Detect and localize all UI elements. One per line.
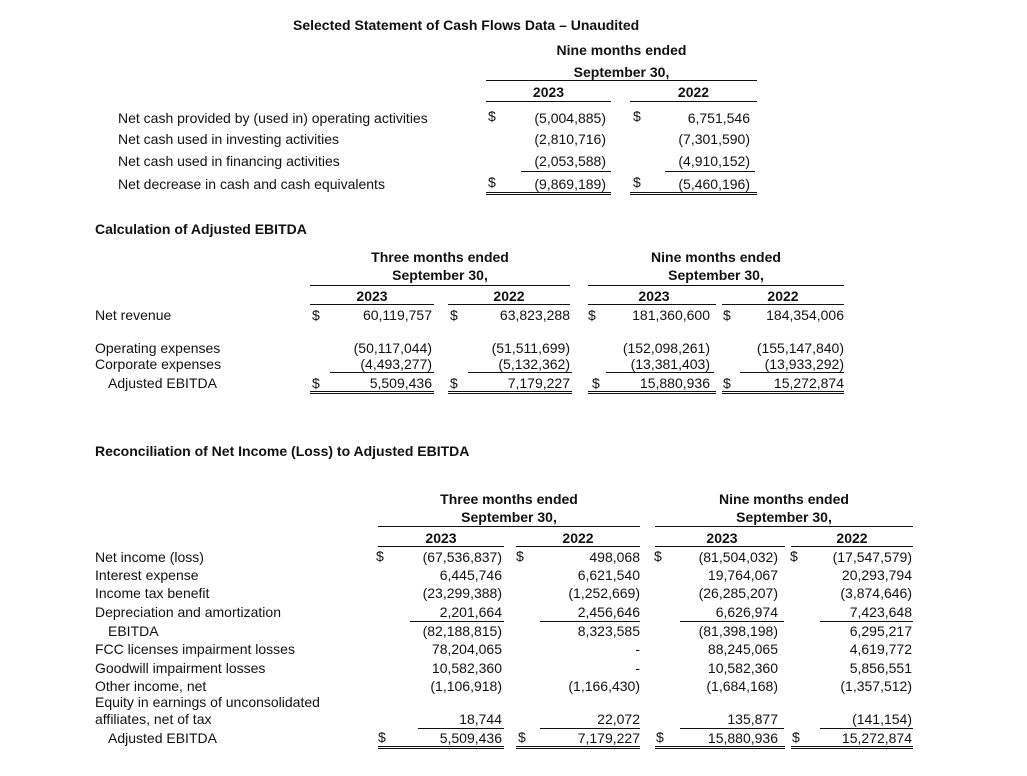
rec-row-label: Equity in earnings of unconsolidated [95,694,320,710]
rec-subtotal-rule [418,728,504,729]
calc-year: 2022 [493,288,525,304]
rec-year: 2023 [425,530,457,546]
cf-period-line1: Nine months ended [556,42,687,58]
rec-total-rule [516,746,640,749]
cf-row-label: Net cash used in financing activities [118,153,340,169]
rec-total-rule [378,746,504,749]
cf-year-rule-a [486,101,611,102]
calc-total-rule [448,391,572,394]
rec-value: (1,357,512) [840,678,912,694]
dollar-sign: $ [488,174,496,190]
rec-year: 2022 [562,530,594,546]
rec-year: 2022 [836,530,868,546]
rec-value: 6,295,217 [849,623,912,639]
calc-value: 15,880,936 [639,375,710,391]
rec-total-rule [655,746,785,749]
rec-value: (141,154) [852,711,912,727]
rec-value: - [635,660,640,676]
rec-row-label: Income tax benefit [95,585,210,601]
rec-value: - [635,641,640,657]
cf-total-rule-a [486,192,611,195]
calc-value: 7,179,227 [507,375,570,391]
rec-value: 10,582,360 [431,660,502,676]
cash-flows-title: Selected Statement of Cash Flows Data – Unaudited [293,17,640,33]
rec-value: 135,877 [727,711,778,727]
rec-subtotal-rule [680,621,784,622]
dollar-sign: $ [450,307,458,323]
rec-nine-rule [655,526,913,527]
rec-value: 8,323,585 [577,623,640,639]
rec-value: 88,245,065 [707,641,778,657]
ebitda-calc-title: Calculation of Adjusted EBITDA [95,221,307,237]
calc-subtotal-rule [606,372,714,373]
dollar-sign: $ [312,307,320,323]
dollar-sign: $ [654,548,662,564]
cf-subtotal-rule-b [665,171,755,172]
calc-value: (50,117,044) [353,340,432,356]
rec-row-label: Other income, net [95,678,207,694]
rec-value: 6,626,974 [715,604,778,620]
calc-value: (152,098,261) [622,340,710,356]
calc-year: 2023 [638,288,670,304]
cf-year-2023: 2023 [532,84,565,100]
calc-year-rule [310,304,434,305]
dollar-sign: $ [378,729,386,745]
dollar-sign: $ [656,729,664,745]
calc-value: (13,381,403) [630,356,710,372]
rec-value: 7,179,227 [577,730,640,746]
dollar-sign: $ [376,548,384,564]
cf-value-2022: (4,910,152) [678,153,750,169]
calc-year-rule [588,304,716,305]
calc-value: (51,511,699) [491,340,570,356]
dollar-sign: $ [488,108,496,124]
cf-header-rule [486,80,757,81]
cf-row-label: Net cash provided by (used in) operating activities [118,110,428,126]
rec-row-label: Interest expense [95,567,199,583]
rec-three-rule [378,526,640,527]
rec-subtotal-rule [820,621,913,622]
calc-subtotal-rule [740,372,844,373]
calc-value: (4,493,277) [360,356,432,372]
rec-value: 6,621,540 [577,567,640,583]
dollar-sign: $ [633,108,641,124]
rec-row-label: Depreciation and amortization [95,604,281,620]
rec-subtotal-rule [540,621,640,622]
rec-year-rule [378,546,504,547]
cf-row-label: Net decrease in cash and cash equivalents [118,176,385,192]
dollar-sign: $ [516,548,524,564]
calc-value: 60,119,757 [362,307,432,323]
rec-value: 7,423,648 [849,604,912,620]
rec-value: (26,285,207) [698,585,778,601]
rec-value: (1,684,168) [706,678,778,694]
dollar-sign: $ [588,307,596,323]
rec-value: 22,072 [597,711,640,727]
cf-value-2022: 6,751,546 [687,110,750,126]
rec-value: 20,293,794 [841,567,912,583]
dollar-sign: $ [518,729,526,745]
dollar-sign: $ [592,375,600,391]
cf-year-rule-b [630,101,757,102]
rec-subtotal-rule [820,728,913,729]
rec-value: 2,456,646 [577,604,640,620]
calc-subtotal-rule [468,372,572,373]
cf-period-line2: September 30, [573,64,670,80]
cf-value-2022: (5,460,196) [678,176,750,192]
calc-nine-line1: Nine months ended [651,249,781,265]
calc-value: 15,272,874 [773,375,844,391]
rec-subtotal-rule [540,728,640,729]
cf-row-label: Net cash used in investing activities [118,131,339,147]
rec-subtotal-rule [410,621,504,622]
cf-value-2023: (2,810,716) [534,131,606,147]
dollar-sign: $ [790,548,798,564]
calc-row-label: Corporate expenses [95,356,222,372]
rec-total-rule [791,746,913,749]
calc-year-rule [722,304,844,305]
rec-value: (17,547,579) [832,549,912,565]
rec-value: (82,188,815) [422,623,502,639]
cf-value-2023: (2,053,588) [534,153,606,169]
cf-value-2023: (5,004,885) [534,110,606,126]
rec-value: (3,874,646) [840,585,912,601]
calc-value: (155,147,840) [756,340,844,356]
rec-value: 2,201,664 [439,604,502,620]
rec-year-rule [516,546,640,547]
rec-value: (1,252,669) [568,585,640,601]
rec-row-label: Goodwill impairment losses [95,660,266,676]
rec-value: 498,068 [589,549,640,565]
rec-value: 6,445,746 [439,567,502,583]
rec-row-label-continued: affiliates, net of tax [95,711,212,727]
rec-row-label: EBITDA [108,623,159,639]
cf-year-2022: 2022 [677,84,710,100]
calc-three-line1: Three months ended [371,249,509,265]
dollar-sign: $ [633,174,641,190]
dollar-sign: $ [450,375,458,391]
calc-subtotal-rule [330,372,434,373]
reconciliation-title: Reconciliation of Net Income (Loss) to Adjusted EBITDA [95,443,470,459]
calc-value: 184,354,006 [766,307,844,323]
cf-value-2022: (7,301,590) [678,131,750,147]
rec-year-rule [655,546,785,547]
calc-total-rule [588,391,716,394]
calc-total-rule [310,391,434,394]
cf-subtotal-rule-a [521,171,611,172]
calc-row-label: Adjusted EBITDA [108,375,217,391]
dollar-sign: $ [312,375,320,391]
rec-value: 4,619,772 [849,641,912,657]
dollar-sign: $ [792,729,800,745]
cf-total-rule-b [630,192,757,195]
rec-value: 15,272,874 [841,730,912,746]
rec-year-rule [791,546,913,547]
calc-three-line2: September 30, [392,267,488,283]
rec-row-label: Adjusted EBITDA [108,730,217,746]
rec-value: (67,536,837) [422,549,502,565]
rec-value: (23,299,388) [422,585,502,601]
calc-value: 63,823,288 [499,307,570,323]
dollar-sign: $ [723,307,731,323]
rec-three-line1: Three months ended [440,491,578,507]
calc-value: 5,509,436 [369,375,432,391]
rec-subtotal-rule [680,728,784,729]
rec-year: 2023 [706,530,738,546]
rec-nine-line1: Nine months ended [719,491,849,507]
rec-row-label: FCC licenses impairment losses [95,641,295,657]
rec-three-line2: September 30, [461,509,557,525]
calc-value: (5,132,362) [498,356,570,372]
rec-nine-line2: September 30, [736,509,832,525]
rec-value: (1,166,430) [568,678,640,694]
calc-value: (13,933,292) [764,356,844,372]
rec-value: 19,764,067 [707,567,778,583]
dollar-sign: $ [723,375,731,391]
calc-value: 181,360,600 [632,307,710,323]
calc-row-label: Operating expenses [95,340,221,356]
calc-three-rule [310,285,570,286]
rec-row-label: Net income (loss) [95,549,204,565]
rec-value: 10,582,360 [707,660,778,676]
rec-value: (81,398,198) [698,623,778,639]
rec-value: 15,880,936 [707,730,778,746]
calc-row-label: Net revenue [95,307,172,323]
rec-value: 5,509,436 [439,730,502,746]
calc-total-rule [722,391,844,394]
cf-value-2023: (9,869,189) [534,176,606,192]
calc-nine-line2: September 30, [668,267,764,283]
rec-value: 5,856,551 [849,660,912,676]
calc-year-rule [448,304,570,305]
rec-value: (1,106,918) [430,678,502,694]
calc-year: 2023 [356,288,388,304]
rec-value: 18,744 [459,711,502,727]
rec-value: (81,504,032) [698,549,778,565]
rec-value: 78,204,065 [431,641,502,657]
calc-nine-rule [588,285,844,286]
calc-year: 2022 [767,288,799,304]
